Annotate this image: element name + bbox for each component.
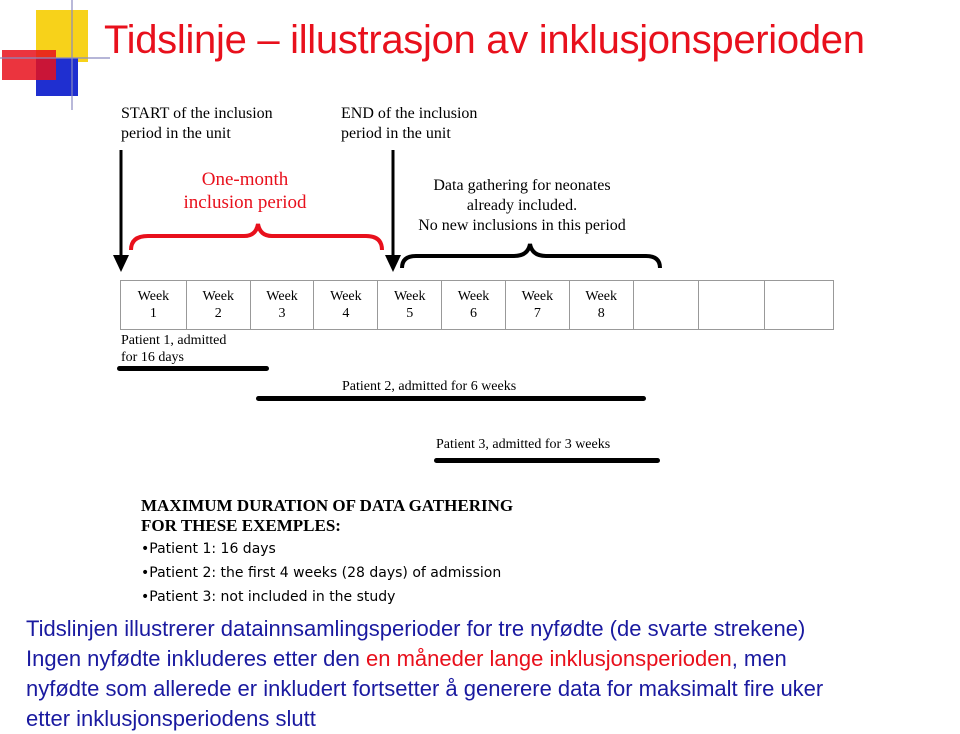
week-cell-number: 4 <box>342 306 350 321</box>
patient-3-bar <box>434 458 660 463</box>
bottom-text <box>26 614 823 734</box>
week-cell <box>765 281 833 329</box>
max-duration-item: •Patient 2: the first 4 weeks (28 days) of admission <box>141 565 502 581</box>
week-cell-number: 6 <box>470 306 478 321</box>
week-cell <box>121 281 187 329</box>
patient-1-bar <box>117 366 269 371</box>
week-cell-number: 7 <box>533 306 541 321</box>
week-cell-label: Week <box>457 289 490 304</box>
week-cell-number: 2 <box>214 306 222 321</box>
week-cell-label: Week <box>393 289 426 304</box>
week-cell <box>187 281 251 329</box>
bottom-line-3: nyfødte som allerede er inkludert fortsetter å generere data for maksimalt fire uker <box>26 676 824 701</box>
patient-3-label: Patient 3, admitted for 3 weeks <box>436 437 611 452</box>
week-cell <box>378 281 442 329</box>
max-duration-item: •Patient 1: 16 days <box>141 541 276 557</box>
week-cell <box>314 281 378 329</box>
week-cell <box>251 281 315 329</box>
week-cell-number: 5 <box>406 306 414 321</box>
week-cell-label: Week <box>330 289 362 304</box>
end-arrow-head <box>385 255 401 272</box>
week-cell-number: 3 <box>278 306 286 321</box>
start-arrow-head <box>113 255 129 272</box>
week-cell <box>506 281 570 329</box>
black-brace <box>402 244 660 268</box>
one-month-label: One-month inclusion period <box>183 169 307 213</box>
week-cell <box>634 281 700 329</box>
week-table <box>120 280 834 330</box>
patient-2-label: Patient 2, admitted for 6 weeks <box>342 379 517 394</box>
week-cell-label: Week <box>202 289 234 304</box>
week-cell-number: 8 <box>597 306 605 321</box>
end-label: END of the inclusion period in the unit <box>341 105 478 142</box>
week-cell-label: Week <box>521 289 554 304</box>
page-title: Tidslinje – illustrasjon av inklusjonsperioden <box>104 18 865 62</box>
week-cell-label: Week <box>585 289 617 304</box>
patient-2-bar <box>256 396 646 401</box>
bottom-line-1: Tidslinjen illustrerer datainnsamlingsperioder for tre nyfødte (de svarte strekene) <box>26 616 806 641</box>
week-cell <box>699 281 765 329</box>
bottom-line-4: etter inklusjonsperiodens slutt <box>26 706 316 731</box>
patient-1-label: Patient 1, admitted for 16 days <box>121 333 227 365</box>
week-cell-label: Week <box>137 289 170 304</box>
max-duration-item: •Patient 3: not included in the study <box>141 589 396 605</box>
week-cell-label: Week <box>266 289 298 304</box>
max-duration-heading: MAXIMUM DURATION OF DATA GATHERING FOR THESE EXEMPLES: <box>141 496 514 535</box>
max-duration-list <box>141 537 501 609</box>
start-label: START of the inclusion period in the unit <box>121 105 273 142</box>
bottom-line-2: Ingen nyfødte inkluderes etter den en måneder lange inklusjonsperioden, men <box>26 646 787 671</box>
data-gathering-label: Data gathering for neonates already included. No new inclusions in this period <box>418 177 626 234</box>
week-cell <box>570 281 634 329</box>
week-cell-number: 1 <box>149 306 157 321</box>
timeline-graphics <box>0 0 960 280</box>
week-cell <box>442 281 506 329</box>
red-brace <box>131 224 382 250</box>
